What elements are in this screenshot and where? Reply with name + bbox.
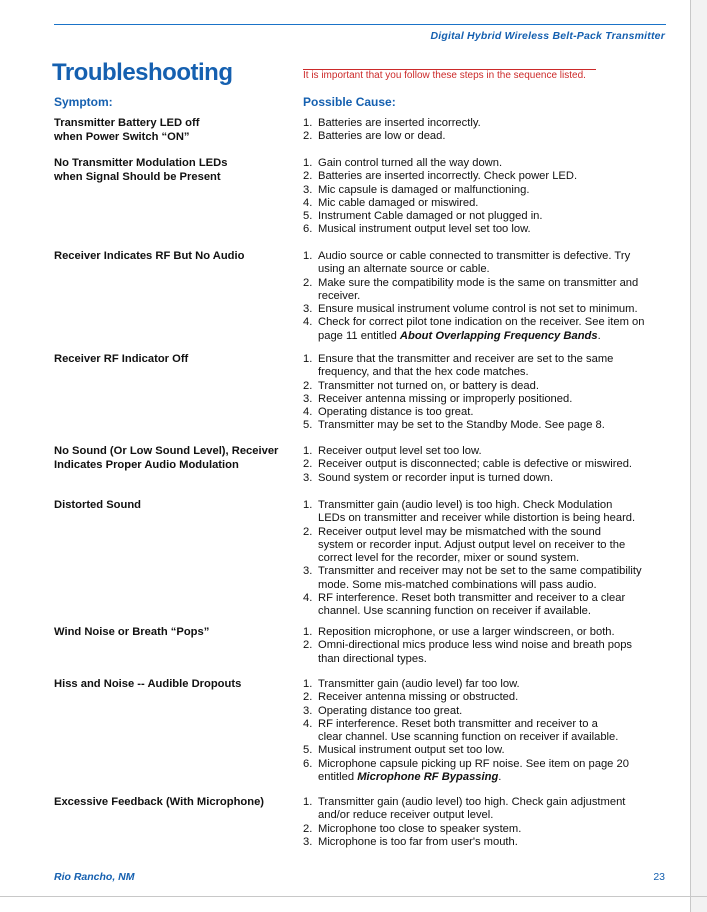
cause-text: Transmitter gain (audio level) is too high. Check Modulation bbox=[318, 499, 613, 511]
cause-text: Receiver output level set too low. bbox=[318, 445, 482, 457]
cause-number: 4. bbox=[303, 717, 313, 730]
cause-item bbox=[303, 250, 663, 277]
cause-item bbox=[303, 639, 663, 666]
cause-text: using an alternate source or cable. bbox=[318, 263, 490, 276]
cause-number: 4. bbox=[303, 406, 313, 419]
cause-number: 3. bbox=[303, 183, 313, 196]
cause-item bbox=[303, 836, 663, 849]
cause-item bbox=[303, 472, 663, 485]
cause-text: and/or reduce receiver output level. bbox=[318, 809, 494, 822]
cause-item bbox=[303, 419, 663, 432]
cause-text: Operating distance too great. bbox=[318, 704, 463, 717]
header-rule bbox=[54, 24, 666, 25]
cause-item bbox=[303, 197, 663, 210]
cause-item bbox=[303, 823, 663, 836]
page-edge bbox=[690, 0, 691, 912]
symptom-line: No Transmitter Modulation LEDs bbox=[54, 157, 228, 169]
section-reference: Microphone RF Bypassing bbox=[357, 771, 499, 784]
symptom-label bbox=[54, 353, 294, 367]
symptom-column-header: Symptom: bbox=[54, 95, 113, 109]
cause-number: 5. bbox=[303, 210, 313, 223]
symptom-label bbox=[54, 499, 294, 513]
cause-number: 3. bbox=[303, 303, 313, 316]
sequence-note: It is important that you follow these steps in the sequence listed. bbox=[303, 70, 586, 81]
cause-list bbox=[303, 678, 663, 784]
cause-item bbox=[303, 406, 663, 419]
cause-text: RF interference. Reset both transmitter and receiver to a clear bbox=[318, 592, 626, 605]
cause-number: 1. bbox=[303, 250, 313, 262]
cause-list bbox=[303, 353, 663, 433]
cause-text: Receiver output level may be mismatched with the sound bbox=[318, 525, 601, 538]
cause-number: 2. bbox=[303, 276, 313, 289]
cause-item bbox=[303, 277, 663, 304]
cause-number: 2. bbox=[303, 170, 313, 183]
cause-list bbox=[303, 626, 663, 666]
cause-text: Audio source or cable connected to transmitter is defective. Try bbox=[318, 250, 631, 262]
cause-item bbox=[303, 691, 663, 704]
cause-item bbox=[303, 157, 663, 170]
cause-text: frequency, and that the hex code matches. bbox=[318, 366, 529, 379]
cause-number: 1. bbox=[303, 445, 313, 457]
cause-item bbox=[303, 223, 663, 236]
cause-text: Microphone is too far from user's mouth. bbox=[318, 835, 518, 848]
cause-item bbox=[303, 380, 663, 393]
cause-text: LEDs on transmitter and receiver while distortion is being heard. bbox=[318, 512, 636, 525]
cause-text: receiver. bbox=[318, 289, 361, 302]
cause-text: Microphone too close to speaker system. bbox=[318, 822, 522, 835]
cause-text: than directional types. bbox=[318, 652, 427, 665]
cause-number: 4. bbox=[303, 592, 313, 605]
cause-item bbox=[303, 626, 663, 639]
cause-text: Batteries are inserted incorrectly. Check power LED. bbox=[318, 170, 578, 183]
cause-number: 2. bbox=[303, 458, 313, 471]
cause-text: Microphone capsule picking up RF noise. See item on page 20 bbox=[318, 757, 629, 770]
cause-item bbox=[303, 718, 663, 745]
cause-number: 2. bbox=[303, 691, 313, 704]
cause-number: 3. bbox=[303, 704, 313, 717]
cause-number: 2. bbox=[303, 639, 313, 652]
symptom-line: Indicates Proper Audio Modulation bbox=[54, 458, 239, 471]
cause-item bbox=[303, 303, 663, 316]
cause-text: system or recorder input. Adjust output level on receiver to the bbox=[318, 538, 626, 551]
cause-number: 6. bbox=[303, 757, 313, 770]
cause-text: correct level for the recorder, mixer or sound system. bbox=[318, 552, 580, 565]
cause-item bbox=[303, 678, 663, 691]
symptom-label bbox=[54, 445, 294, 472]
cause-number: 1. bbox=[303, 626, 313, 638]
symptom-line: Transmitter Battery LED off bbox=[54, 117, 200, 129]
cause-item bbox=[303, 445, 663, 458]
cause-number: 1. bbox=[303, 157, 313, 169]
symptom-label bbox=[54, 796, 294, 810]
symptom-label bbox=[54, 626, 294, 640]
page-number: 23 bbox=[653, 871, 665, 883]
cause-text: . bbox=[597, 329, 601, 342]
cause-number: 1. bbox=[303, 117, 313, 129]
cause-item bbox=[303, 393, 663, 406]
cause-number: 5. bbox=[303, 419, 313, 432]
cause-number: 2. bbox=[303, 525, 313, 538]
cause-number: 1. bbox=[303, 499, 313, 511]
cause-text: Batteries are low or dead. bbox=[318, 130, 446, 143]
cause-item bbox=[303, 499, 663, 526]
cause-item bbox=[303, 210, 663, 223]
cause-number: 4. bbox=[303, 316, 313, 329]
cause-item bbox=[303, 458, 663, 471]
symptom-label bbox=[54, 250, 294, 264]
cause-number: 1. bbox=[303, 678, 313, 690]
cause-text: channel. Use scanning function on receiver if available. bbox=[318, 605, 592, 618]
cause-item bbox=[303, 758, 663, 785]
cause-item bbox=[303, 353, 663, 380]
cause-number: 4. bbox=[303, 196, 313, 209]
cause-text: page 11 entitled bbox=[318, 329, 400, 342]
cause-number: 3. bbox=[303, 835, 313, 848]
cause-text: . bbox=[498, 771, 502, 784]
cause-number: 2. bbox=[303, 822, 313, 835]
symptom-line: Receiver Indicates RF But No Audio bbox=[54, 250, 245, 262]
cause-item bbox=[303, 316, 663, 343]
cause-number: 3. bbox=[303, 392, 313, 405]
cause-column-header: Possible Cause: bbox=[303, 95, 396, 109]
cause-text: Musical instrument output set too low. bbox=[318, 744, 505, 757]
cause-item bbox=[303, 705, 663, 718]
symptom-line: Hiss and Noise -- Audible Dropouts bbox=[54, 678, 242, 690]
section-reference: About Overlapping Frequency Bands bbox=[399, 329, 598, 342]
symptom-line: Excessive Feedback (With Microphone) bbox=[54, 796, 265, 808]
page-title: Troubleshooting bbox=[52, 59, 233, 86]
cause-text: Receiver output is disconnected; cable is defective or miswired. bbox=[318, 458, 633, 471]
running-header: Digital Hybrid Wireless Belt-Pack Transmitter bbox=[430, 30, 665, 42]
cause-list bbox=[303, 499, 663, 619]
cause-text: Reposition microphone, or use a larger windscreen, or both. bbox=[318, 626, 615, 638]
cause-text: Receiver antenna missing or obstructed. bbox=[318, 691, 519, 704]
cause-item bbox=[303, 744, 663, 757]
cause-text: Gain control turned all the way down. bbox=[318, 157, 503, 169]
cause-item bbox=[303, 170, 663, 183]
cause-text: Batteries are inserted incorrectly. bbox=[318, 117, 481, 129]
cause-text: Ensure that the transmitter and receiver are set to the same bbox=[318, 353, 614, 365]
cause-text: entitled bbox=[318, 771, 358, 784]
symptom-line: when Power Switch “ON” bbox=[54, 130, 190, 143]
cause-number: 1. bbox=[303, 353, 313, 365]
cause-text: Sound system or recorder input is turned down. bbox=[318, 471, 554, 484]
cause-list bbox=[303, 157, 663, 237]
page-shadow bbox=[691, 0, 707, 912]
symptom-line: when Signal Should be Present bbox=[54, 170, 221, 183]
cause-list bbox=[303, 445, 663, 485]
cause-number: 2. bbox=[303, 379, 313, 392]
cause-text: clear channel. Use scanning function on receiver if available. bbox=[318, 731, 619, 744]
cause-text: Transmitter gain (audio level) too high. Check gain adjustment bbox=[318, 796, 626, 808]
cause-text: Transmitter not turned on, or battery is dead. bbox=[318, 379, 539, 392]
symptom-label bbox=[54, 678, 294, 692]
cause-number: 6. bbox=[303, 223, 313, 236]
cause-text: Mic capsule is damaged or malfunctioning. bbox=[318, 183, 530, 196]
cause-text: Transmitter and receiver may not be set to the same compatibility bbox=[318, 565, 642, 578]
page-edge bbox=[0, 896, 707, 897]
cause-number: 3. bbox=[303, 471, 313, 484]
symptom-label bbox=[54, 157, 294, 184]
symptom-label bbox=[54, 117, 294, 144]
cause-text: Transmitter may be set to the Standby Mode. See page 8. bbox=[318, 419, 605, 432]
cause-number: 1. bbox=[303, 796, 313, 808]
cause-item bbox=[303, 796, 663, 823]
symptom-line: Wind Noise or Breath “Pops” bbox=[54, 626, 210, 638]
cause-item bbox=[303, 565, 663, 592]
cause-text: Omni-directional mics produce less wind noise and breath pops bbox=[318, 639, 633, 652]
cause-text: Ensure musical instrument volume control is not set to minimum. bbox=[318, 303, 638, 316]
cause-item bbox=[303, 117, 663, 130]
symptom-line: No Sound (Or Low Sound Level), Receiver bbox=[54, 445, 279, 457]
cause-text: Make sure the compatibility mode is the same on transmitter and bbox=[318, 276, 639, 289]
cause-item bbox=[303, 526, 663, 566]
cause-number: 2. bbox=[303, 130, 313, 143]
footer-location: Rio Rancho, NM bbox=[54, 871, 135, 883]
cause-text: RF interference. Reset both transmitter and receiver to a bbox=[318, 717, 598, 730]
cause-item bbox=[303, 184, 663, 197]
cause-number: 3. bbox=[303, 565, 313, 578]
cause-item bbox=[303, 130, 663, 143]
cause-text: mode. Some mis-matched combinations will pass audio. bbox=[318, 578, 597, 591]
cause-item bbox=[303, 592, 663, 619]
cause-text: Transmitter gain (audio level) far too low. bbox=[318, 678, 520, 690]
cause-text: Musical instrument output level set too low. bbox=[318, 223, 531, 236]
cause-list bbox=[303, 250, 663, 343]
cause-text: Mic cable damaged or miswired. bbox=[318, 196, 479, 209]
cause-number: 5. bbox=[303, 744, 313, 757]
cause-text: Instrument Cable damaged or not plugged in. bbox=[318, 210, 543, 223]
cause-list bbox=[303, 117, 663, 144]
cause-text: Receiver antenna missing or improperly positioned. bbox=[318, 392, 573, 405]
symptom-line: Distorted Sound bbox=[54, 499, 142, 511]
cause-list bbox=[303, 796, 663, 849]
cause-text: Check for correct pilot tone indication on the receiver. See item on bbox=[318, 316, 645, 329]
symptom-line: Receiver RF Indicator Off bbox=[54, 353, 189, 365]
cause-text: Operating distance is too great. bbox=[318, 406, 474, 419]
